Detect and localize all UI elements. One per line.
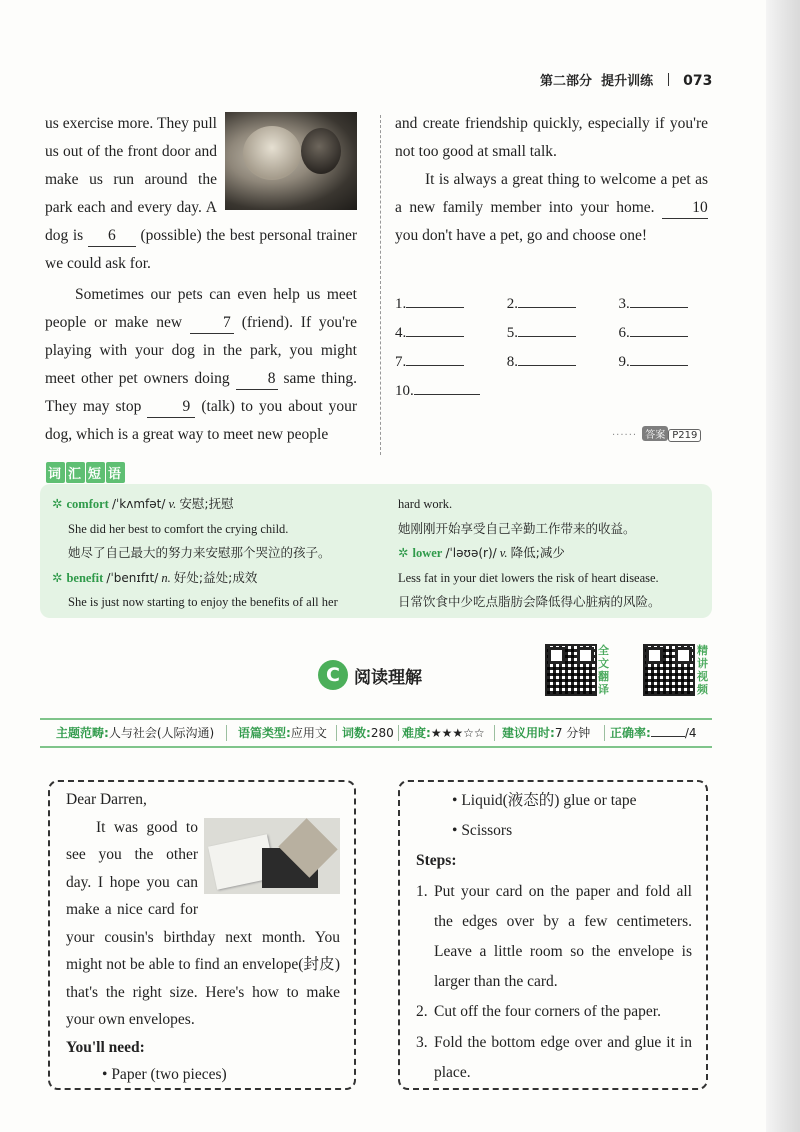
page-edge: [766, 0, 800, 1132]
letter-box-right: [398, 780, 708, 1090]
vocab-left-column: ✲ comfort /ˈkʌmfət/ v. 安慰;抚慰 She did her best to comfort the crying child. 她尽了自己最大的努力来安慰那个哭泣的孩子。 ✲ benefit /ˈbenɪfɪt/ n. 好处;益处;成效 She is just now starting to enjoy the benefits of all her: [52, 492, 382, 615]
qr-label-translation: 全 文 翻 译: [598, 644, 609, 696]
video-qr-code[interactable]: [643, 644, 695, 696]
passage-info-bar: [40, 718, 712, 748]
vocab-entry-benefit: ✲ benefit /ˈbenɪfɪt/ n. 好处;益处;成效: [52, 569, 258, 585]
envelopes-photo: [204, 818, 340, 894]
letter-box-left: [48, 780, 356, 1090]
blank-8[interactable]: 8: [236, 369, 278, 390]
qr-label-video: 精 讲 视 频: [697, 644, 708, 696]
vocab-section-title: 词 汇 短 语: [46, 462, 126, 483]
need-item: • Paper (two pieces): [102, 1066, 227, 1083]
time-info: 建议用时:7 分钟: [502, 726, 591, 740]
vocab-entry-comfort: ✲ comfort /ˈkʌmfət/ v. 安慰;抚慰: [52, 496, 234, 511]
word-count-info: 词数:280: [342, 726, 394, 740]
dog-and-child-photo: [225, 112, 357, 210]
answer-slot[interactable]: 3.: [619, 296, 727, 313]
answer-slot[interactable]: 2.: [507, 296, 615, 313]
page-header: [540, 70, 712, 89]
answer-slot[interactable]: 6.: [619, 325, 727, 342]
answer-slot[interactable]: 8.: [507, 354, 615, 371]
blank-10[interactable]: 10: [662, 198, 708, 219]
answer-page-ref: P219: [668, 429, 701, 442]
accuracy-info[interactable]: 正确率: /4: [610, 726, 697, 740]
subsection-label: 提升训练: [601, 74, 654, 89]
passage-left-column: [45, 110, 357, 449]
topic-info: 主题范畴:人与社会(人际沟通): [56, 726, 215, 740]
step-item: 2. Cut off the four corners of the paper.: [416, 1003, 661, 1021]
answer-slot[interactable]: 1.: [395, 296, 503, 313]
passage-right-column: [395, 110, 708, 250]
vocab-right-column: hard work. 她刚刚开始享受自己辛勤工作带来的收益。 ✲ lower /ˈləʊə(r)/ v. 降低;减少 Less fat in your diet lowers the risk of heart disease. 日常饮食中少吃点脂肪会降低得心脏病的风险。: [398, 492, 708, 615]
section-c-badge: C: [318, 660, 348, 690]
step-item: 1. Put your card on the paper and fold all the edges over by a few centimeters. Leave a little room so the envelope is larger than the card.: [416, 882, 692, 991]
translation-qr-code[interactable]: [545, 644, 597, 696]
genre-info: 语篇类型:应用文: [238, 726, 327, 740]
letter-greeting: Dear Darren,: [66, 791, 147, 808]
column-divider: [380, 115, 381, 455]
header-divider: [668, 73, 669, 86]
answer-slot[interactable]: 10.: [395, 383, 503, 400]
need-item: • Liquid(液态的) glue or tape: [452, 792, 637, 809]
answer-reference[interactable]: ······ 答案 P219: [612, 426, 701, 442]
answer-slot[interactable]: 9.: [619, 354, 727, 371]
difficulty-info: 难度:★★★☆☆: [402, 726, 485, 740]
answer-tag: 答案: [642, 426, 668, 441]
step-item: 3. Fold the bottom edge over and glue it in place.: [416, 1033, 692, 1081]
need-heading: You'll need:: [66, 1038, 145, 1056]
passage-paragraph: and create friendship quickly, especially if you're not too good at small talk.: [395, 115, 708, 160]
answer-slots: [395, 296, 727, 412]
steps-heading: Steps:: [416, 852, 457, 870]
answer-slot[interactable]: 7.: [395, 354, 503, 371]
answer-slot[interactable]: 4.: [395, 325, 503, 342]
letter-body: It was good to see you the other day. I hope you can make a nice card for your cousin's birthday next month. You might not be able to find an envelope(封皮) that's the right size. Here's how to make your own envelopes.: [66, 818, 340, 1028]
reading-title: 阅读理解: [354, 668, 422, 688]
blank-7[interactable]: 7: [190, 313, 234, 334]
vocab-entry-lower: ✲ lower /ˈləʊə(r)/ v. 降低;减少: [398, 545, 565, 560]
answer-slot[interactable]: 5.: [507, 325, 615, 342]
blank-9[interactable]: 9: [147, 397, 195, 418]
page-number: 073: [683, 73, 713, 89]
blank-6[interactable]: 6: [88, 226, 136, 247]
passage-paragraph: us exercise more. They pull us out of the front door and make us run around the park each and every day. A dog is 6 (possible) the best personal trainer we could ask for.: [45, 115, 358, 272]
passage-paragraph: It is always a great thing to welcome a pet as a new family member into your home. 10 you don't have a pet, go and choose one!: [395, 171, 708, 244]
vocab-box: [40, 484, 712, 618]
passage-paragraph: Sometimes our pets can even help us meet people or make new 7 (friend). If you're playing with your dog in the park, you might meet other pet owners doing 8 same thing. They may stop 9 (talk) to you about your dog, which is a great way to meet new people: [45, 286, 358, 443]
need-item: • Scissors: [452, 822, 513, 840]
section-label: 第二部分: [540, 74, 593, 89]
